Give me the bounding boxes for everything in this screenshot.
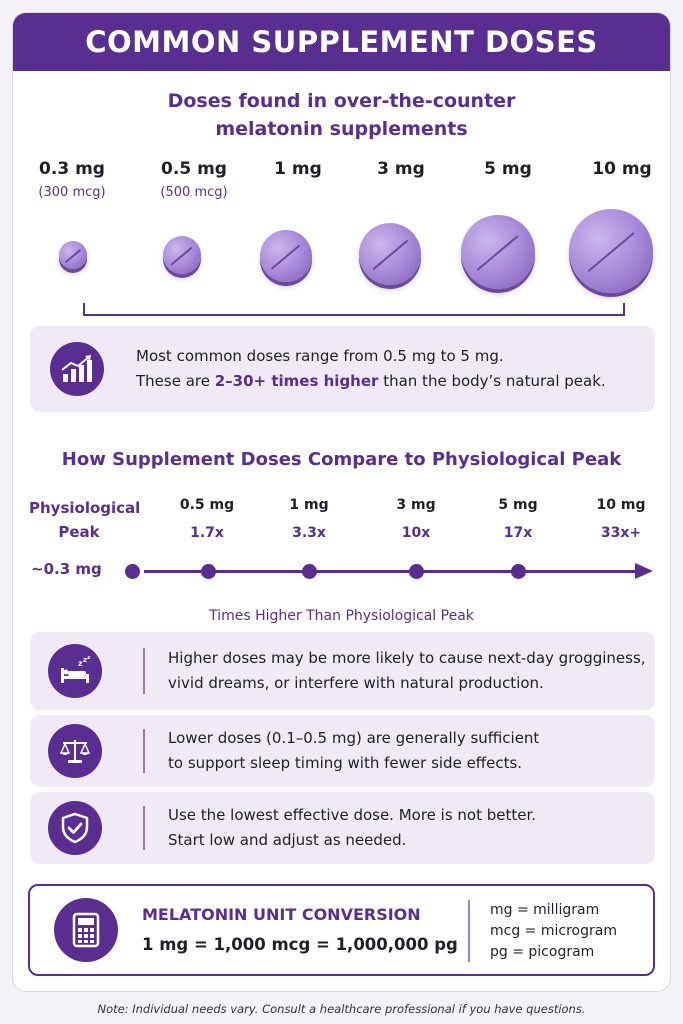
note-text: [168, 646, 646, 696]
conversion-divider: [468, 900, 470, 962]
doses-subtitle: [13, 87, 670, 143]
common-range-line-1: Most common doses range from 0.5 mg to 5 mg.: [136, 347, 504, 365]
note-line-1: Use the lowest effective dose. More is not better.: [168, 806, 537, 824]
note-line-1: Higher doses may be more likely to cause next-day grogginess,: [168, 649, 646, 667]
dose-amount: 0.5 mg: [161, 159, 227, 179]
timeline-caption: Times Higher Than Physiological Peak: [209, 608, 474, 624]
dose-item: [139, 159, 249, 207]
note-text: [168, 726, 539, 776]
dose-amount: 3 mg: [377, 159, 425, 179]
peak-label-line-1: Physiological: [29, 499, 141, 517]
balance-scale-icon: [48, 724, 102, 778]
note-line-2: vivid dreams, or interfere with natural production.: [168, 674, 544, 692]
timeline-multiplier: 1.7x: [190, 525, 224, 541]
timeline-point: [376, 497, 456, 541]
dose-amount: 1 mg: [274, 159, 322, 179]
conversion-title: MELATONIN UNIT CONVERSION: [142, 905, 421, 924]
common-range-text: [136, 344, 606, 394]
line2-prefix: These are: [136, 372, 215, 390]
timeline-dot: [409, 564, 424, 579]
timeline-dot: [201, 564, 216, 579]
dose-amount: 0.3 mg: [39, 159, 105, 179]
timeline-multiplier: 10x: [401, 525, 431, 541]
shield-check-icon: [48, 801, 102, 855]
timeline-dot: [302, 564, 317, 579]
dose-item: [17, 159, 127, 207]
physiological-peak-label: [29, 496, 141, 544]
svg-text:z: z: [87, 656, 91, 661]
note-panel-grogginess: [30, 632, 655, 710]
timeline-point: [478, 497, 558, 541]
note-line-2: to support sleep timing with fewer side effects.: [168, 754, 523, 772]
pill-1mg-icon: [260, 230, 312, 282]
timeline-dot-peak: [125, 564, 140, 579]
bar-chart-growth-icon: [50, 342, 104, 396]
dose-microgram: (300 mcg): [38, 185, 106, 200]
calculator-icon: [54, 898, 118, 962]
page-title: COMMON SUPPLEMENT DOSES: [13, 13, 670, 71]
timeline-dose: 3 mg: [396, 497, 436, 513]
note-panel-lower-doses: [30, 715, 655, 787]
timeline-dose: 0.5 mg: [179, 497, 235, 513]
subtitle-line-2: melatonin supplements: [215, 118, 468, 140]
timeline-point: [269, 497, 349, 541]
unit-item: mcg = microgram: [490, 923, 617, 939]
svg-text:z: z: [83, 656, 88, 664]
note-line-1: Lower doses (0.1–0.5 mg) are generally sufficient: [168, 729, 540, 747]
timeline-point: [167, 497, 247, 541]
note-divider: [143, 648, 145, 694]
timeline-multiplier: 3.3x: [292, 525, 326, 541]
comparison-title: How Supplement Doses Compare to Physiological Peak: [61, 449, 622, 470]
unit-conversion-panel: [28, 884, 655, 976]
note-text: [168, 803, 536, 853]
dose-item: [346, 159, 456, 183]
common-range-panel: [30, 326, 655, 412]
pill-0-5mg-icon: [163, 236, 201, 274]
line2-suffix: than the body’s natural peak.: [378, 372, 606, 390]
sleeping-bed-icon: [48, 644, 102, 698]
timeline-dot: [511, 564, 526, 579]
dose-range-bracket: [83, 303, 625, 316]
physiological-peak-value: ~0.3 mg: [31, 560, 102, 578]
timeline-point: [581, 497, 661, 541]
dose-item: [453, 159, 563, 183]
pill-0-3mg-icon: [59, 241, 87, 269]
common-range-line-2: [136, 369, 606, 394]
timeline-dose: 1 mg: [289, 497, 329, 513]
peak-label-line-2: Peak: [58, 523, 100, 541]
conversion-equation: 1 mg = 1,000 mcg = 1,000,000 pg: [142, 935, 458, 954]
unit-list: [490, 900, 617, 963]
note-divider: [143, 806, 145, 850]
unit-item: mg = milligram: [490, 902, 600, 918]
dose-row: [13, 159, 670, 309]
dose-item: [567, 159, 671, 183]
note-divider: [143, 729, 145, 773]
timeline-dose: 10 mg: [596, 497, 646, 513]
timeline-multiplier: 17x: [503, 525, 533, 541]
note-line-2: Start low and adjust as needed.: [168, 831, 407, 849]
timeline-multiplier: 33x+: [600, 525, 642, 541]
dose-item: [243, 159, 353, 183]
timeline-line: [144, 570, 642, 573]
footer-note: Note: Individual needs vary. Consult a healthcare professional if you have questions.: [97, 1002, 586, 1016]
subtitle-line-1: Doses found in over-the-counter: [167, 90, 516, 112]
dose-microgram: (500 mcg): [160, 185, 228, 200]
timeline-dose: 5 mg: [498, 497, 538, 513]
pill-10mg-icon: [569, 209, 653, 293]
svg-text:z: z: [78, 659, 83, 668]
dose-amount: 10 mg: [592, 159, 652, 179]
times-higher-highlight: 2–30+ times higher: [214, 372, 379, 390]
unit-item: pg = picogram: [490, 944, 595, 960]
pill-3mg-icon: [359, 223, 421, 285]
infographic-card: [12, 12, 671, 992]
note-panel-lowest-dose: [30, 792, 655, 864]
timeline-arrow-icon: [635, 563, 653, 579]
pill-5mg-icon: [461, 215, 535, 289]
dose-amount: 5 mg: [484, 159, 532, 179]
